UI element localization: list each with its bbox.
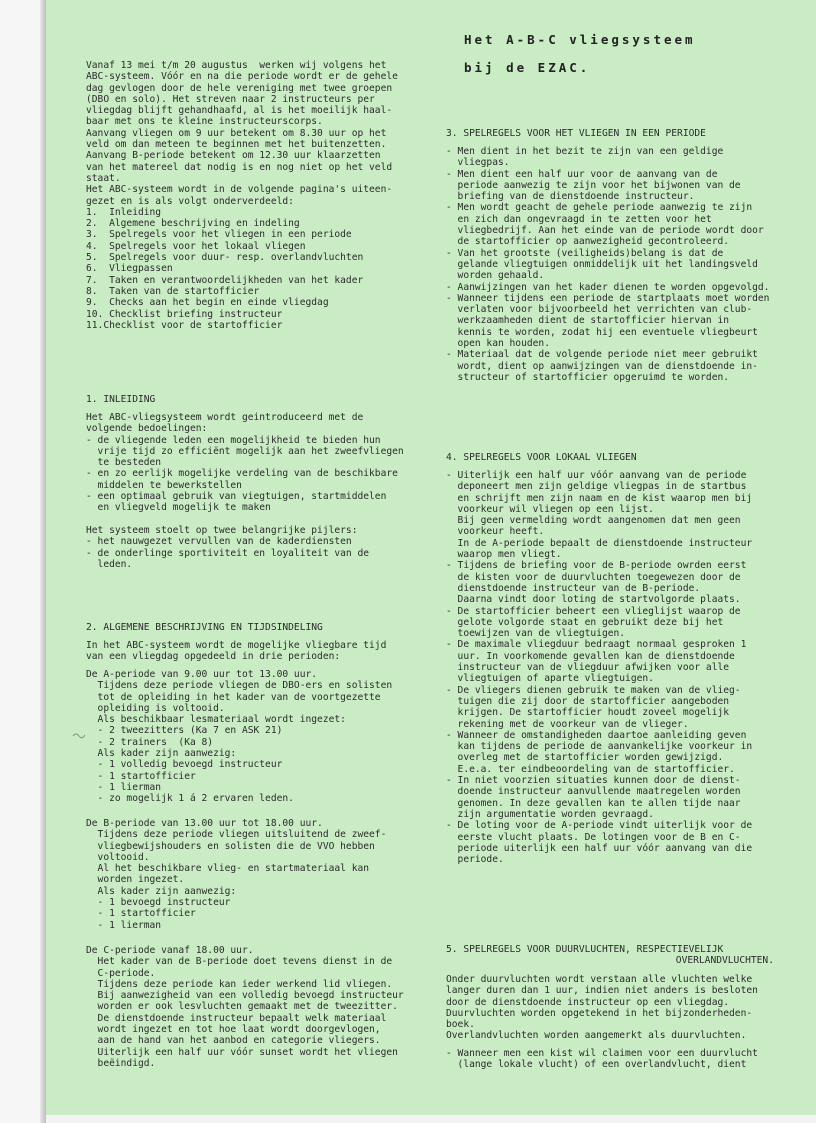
text-line: - Tijdens de briefing voor de B-periode owrden eerst (446, 560, 747, 572)
section-heading-continued: OVERLANDVLUCHTEN. (675, 955, 774, 967)
text-line: tot de opleiding in het kader van de voortgezette (86, 691, 381, 703)
text-line: - De vliegers dienen gebruik te maken van de vlieg- (446, 684, 741, 696)
text-line: - een optimaal gebruik van viegtuigen, startmiddelen (86, 491, 387, 503)
text-line: - 1 lierman (86, 919, 162, 931)
text-line: en schrijft men zijn naam en de kist waarop men bij (446, 492, 753, 504)
text-line: 9. Checks aan het begin en einde vliegdag (86, 297, 329, 309)
text-line: - de vliegende leden een mogelijkheid te bieden hun (86, 434, 381, 446)
section-5-list (446, 1048, 776, 1071)
text-line: - 1 startofficier (86, 908, 196, 920)
text-line: dienstdoende instructeur van de B-periode. (446, 582, 701, 594)
text-line: verlaten voor bijvoorbeeld het verrichten van club- (446, 304, 753, 316)
section-1-heading (86, 394, 424, 405)
document-title-line-2: bij de EZAC. (464, 60, 591, 75)
period-c-block (86, 945, 424, 1069)
text-line: wordt, dient op aanwijzingen van de dienstdoende in- (446, 360, 758, 372)
document-title-line-1: Het A-B-C vliegsysteem (464, 32, 696, 47)
text-line: - De maximale vliegduur bedraagt normaal gesproken 1 (446, 639, 747, 651)
text-line: Daarna vindt door loting de startvolgorde plaats. (446, 594, 741, 606)
text-line: 6. Vliegpassen (86, 263, 173, 275)
text-line: - In niet voorzien situaties kunnen door de dienst- (446, 775, 741, 787)
section-2-intro (86, 640, 424, 663)
text-line: In het ABC-systeem wordt de mogelijke vliegbare tijd (86, 640, 387, 651)
section-1-body (86, 412, 424, 570)
text-line: deponeert men zijn geldige vliegpas in de startbus (446, 481, 747, 493)
text-line: C-periode. (86, 967, 156, 979)
text-line: wordt ingezet en tot hoe laat wordt doorgevlogen, (86, 1024, 381, 1036)
period-a-block (86, 669, 424, 805)
text-line: - Uiterlijk een half uur vóór aanvang van de periode (446, 470, 747, 481)
text-line: staat. (86, 172, 121, 184)
text-line: vliegdag blijft gehandhaafd, al is het moeilijk haal- (86, 105, 393, 117)
section-3-body (446, 146, 776, 383)
text-line: - 1 bevoegd instructeur (86, 897, 231, 909)
text-line: worden ingezet. (86, 874, 185, 886)
text-line: door de dienstdoende instructeur op een vliegdag. (446, 996, 730, 1008)
text-line: In de A-periode bepaalt de dienstdoende instructeur (446, 537, 753, 549)
text-line: - 1 volledig bevoegd instructeur (86, 759, 283, 771)
text-line: De C-periode vanaf 18.00 uur. (86, 945, 254, 956)
text-line: Het ABC-systeem wordt in de volgende pagina's uiteen- (86, 184, 393, 196)
text-line: vrije tijd zo efficiënt mogelijk aan het zweefvliegen (86, 445, 404, 457)
text-line: opleiding is voltooid. (86, 702, 225, 714)
page-bottom-margin (46, 1115, 816, 1123)
text-line: - 2 trainers (Ka 8) (86, 736, 214, 748)
text-line: Tijdens deze periode vliegen uitsluitend de zweef- (86, 829, 387, 841)
text-line: 2. Algemene beschrijving en indeling (86, 218, 300, 230)
text-line: (lange lokale vlucht) of een overlandvlucht, dient (446, 1059, 747, 1071)
text-line: overleg met de startofficier worden gewijzigd. (446, 752, 724, 764)
text-line: - De loting voor de A-periode vindt uiterlijk voor de (446, 820, 753, 832)
text-line: Aanvang B-periode betekent om 12.30 uur klaarzetten (86, 150, 381, 162)
text-line: werkzaamheden dient de startofficier hiervan in (446, 315, 730, 327)
text-line: voorkeur heeft. (446, 526, 545, 538)
text-line: E.e.a. ter eindbeoordeling van de startofficier. (446, 763, 735, 775)
text-line: (DBO en solo). Het streven naar 2 instructeurs per (86, 93, 375, 105)
text-line: - de onderlinge sportiviteit en loyaliteit van de (86, 547, 370, 559)
text-line: Aanvang vliegen om 9 uur betekent om 8.30 uur op het (86, 127, 387, 139)
pen-mark-icon (72, 730, 86, 740)
text-line: - 2 tweezitters (Ka 7 en ASK 21) (86, 725, 283, 737)
text-line: boek. (446, 1019, 475, 1031)
text-line: - Aanwijzingen van het kader dienen te worden opgevolgd. (446, 281, 770, 293)
text-line: eerste vlucht plaats. De lotingen voor de B en C- (446, 831, 741, 843)
text-line: 3. Spelregels voor het vliegen in een periode (86, 229, 352, 241)
text-line: leden. (86, 558, 133, 570)
section-heading: 3. SPELREGELS VOOR HET VLIEGEN IN EEN PERIODE (446, 128, 706, 139)
text-line: - Wanneer tijdens een periode de startplaats moet worden (446, 292, 770, 304)
text-line: - Men dient in het bezit te zijn van een geldige (446, 146, 724, 157)
text-line: - zo mogelijk 1 á 2 ervaren leden. (86, 793, 294, 805)
text-line: doende instructeur aanvullende maatregelen worden (446, 786, 741, 798)
text-line: ABC-systeem. Vóór en na die periode wordt er de gehele (86, 71, 398, 83)
text-line: uur. In voorkomende gevallen kan de dienstdoende (446, 650, 735, 662)
intro-paragraph (86, 60, 424, 331)
text-line: voltooid. (86, 851, 150, 863)
text-line: Vanaf 13 mei t/m 20 augustus werken wij volgens het (86, 60, 387, 71)
text-line: rekening met de voorkeur van de vlieger. (446, 718, 689, 730)
text-line: te besteden (86, 457, 162, 469)
text-line: - Materiaal dat de volgende periode niet meer gebruikt (446, 349, 758, 361)
text-line: periode uiterlijk een half uur vóór aanvang van die (446, 842, 753, 854)
text-line: De B-periode van 13.00 uur tot 18.00 uur. (86, 818, 323, 829)
text-line: periode aanwezig te zijn voor het bijwonen van de (446, 179, 741, 191)
text-line (86, 514, 424, 525)
text-line: de startofficier op aanwezigheid gecontroleerd. (446, 236, 730, 248)
text-line: 4. Spelregels voor het lokaal vliegen (86, 240, 306, 252)
section-3-heading (446, 128, 776, 139)
text-line: krijgen. De startofficier houdt zoveel mogelijk (446, 707, 730, 719)
text-line: Het kader van de B-periode doet tevens dienst in de (86, 956, 393, 968)
text-line: veld om dan meteen te beginnen met het buitenzetten. (86, 139, 387, 151)
text-line: 11.Checklist voor de startofficier (86, 319, 283, 331)
text-line: langer duren dan 1 uur, indien niet anders is besloten (446, 985, 758, 997)
text-line: - Wanneer de omstandigheden daartoe aanleiding geven (446, 729, 747, 741)
text-line: tuigen die zij door de startofficier aangeboden (446, 695, 730, 707)
text-line: Uiterlijk een half uur vóór sunset wordt het vliegen (86, 1046, 398, 1058)
text-line: 8. Taken van de startofficier (86, 285, 260, 297)
section-5-heading (446, 944, 776, 967)
section-4-body (446, 470, 776, 865)
text-line: Als beschikbaar lesmateriaal wordt ingezet: (86, 714, 346, 726)
text-line: volgende bedoelingen: (86, 423, 208, 435)
text-line: gelande vliegtuigen onmiddelijk uit het landingsveld (446, 258, 758, 270)
text-line: structeur of startofficier opgeruimd te worden. (446, 371, 730, 383)
text-line: 10. Checklist briefing instructeur (86, 308, 283, 320)
text-line: toewijzen van de vliegtuigen. (446, 628, 626, 640)
text-line: - Men dient een half uur voor de aanvang van de (446, 168, 718, 180)
text-line: - Van het grootste (veiligheids)belang is dat de (446, 247, 724, 259)
text-line: worden gehaald. (446, 270, 545, 282)
text-line: worden er ook lesvluchten gemaakt met de tweezitter. (86, 1001, 398, 1013)
text-line: vliegtuigen of aparte vliegtuigen. (446, 673, 654, 685)
section-4-heading (446, 452, 776, 463)
text-line: Als kader zijn aanwezig: (86, 748, 237, 760)
text-line: Al het beschikbare vlieg- en startmateriaal kan (86, 863, 370, 875)
text-line: genomen. In deze gevallen kan te allen tijde naar (446, 797, 741, 809)
document-page (46, 0, 816, 1115)
text-line: - en zo eerlijk mogelijke verdeling van de beschikbare (86, 468, 398, 480)
text-line: gelote volgorde staat en gebruikt deze bij het (446, 616, 724, 628)
text-line: kennis te worden, zodat hij een eventuele vliegbeurt (446, 326, 758, 338)
section-heading: 4. SPELREGELS VOOR LOKAAL VLIEGEN (446, 452, 637, 463)
text-line: - het nauwgezet vervullen van de kaderdiensten (86, 536, 352, 548)
text-line: Duurvluchten worden opgetekend in het bijzonderheden- (446, 1007, 753, 1019)
text-line: middelen te bewerkstellen (86, 479, 242, 491)
text-line: waarop men vliegt. (446, 549, 562, 561)
section-2-heading (86, 622, 424, 633)
text-line: - 1 startofficier (86, 770, 196, 782)
section-heading: 2. ALGEMENE BESCHRIJVING EN TIJDSINDELING (86, 622, 323, 633)
text-line: De dienstdoende instructeur bepaalt welk materiaal (86, 1012, 387, 1024)
text-line: en vliegveld mogelijk te maken (86, 502, 271, 514)
text-line: 7. Taken en verantwoordelijkheden van het kader (86, 274, 364, 286)
text-line: van een vliegdag opgedeeld in drie perioden: (86, 651, 341, 663)
text-line: Bij geen vermelding wordt aangenomen dat men geen (446, 515, 741, 527)
period-b-block (86, 818, 424, 931)
text-line: Tijdens deze periode kan ieder werkend lid vliegen. (86, 978, 393, 990)
text-line: aan de hand van het aanbod en categorie vliegers. (86, 1035, 381, 1047)
text-line: vliegbewijshouders en solisten die de VVO hebben (86, 840, 375, 852)
text-line: van het matereel dat nodig is en nog niet op het veld (86, 161, 393, 173)
text-line: periode. (446, 854, 504, 866)
text-line: Onder duurvluchten wordt verstaan alle vluchten welke (446, 974, 753, 985)
text-line: Tijdens deze periode vliegen de DBO-ers en solisten (86, 680, 393, 692)
text-line: - De startofficier beheert een vlieglijst waarop de (446, 605, 741, 617)
text-line: Als kader zijn aanwezig: (86, 885, 237, 897)
text-line: voorkeur wil vliegen op een lijst. (446, 503, 654, 515)
text-line: - 1 lierman (86, 781, 162, 793)
section-heading: 5. SPELREGELS VOOR DUURVLUCHTEN, RESPECTIEVELIJK (446, 944, 724, 955)
text-line: beëindigd. (86, 1057, 156, 1069)
text-line: en zich dan ongevraagd in te zetten voor het (446, 213, 712, 225)
text-line: 1. Inleiding (86, 206, 162, 218)
text-line: de kisten voor de duurvluchten toegewezen door de (446, 571, 741, 583)
text-line: zijn argumentatie worden gevraagd. (446, 808, 654, 820)
text-line: Overlandvluchten worden aangemerkt als duurvluchten. (446, 1030, 747, 1042)
text-line: 5. Spelregels voor duur- resp. overlandvluchten (86, 252, 364, 264)
text-line: - Men wordt geacht de gehele periode aanwezig te zijn (446, 202, 753, 214)
text-line: Het ABC-vliegsysteem wordt geintroduceerd met de (86, 412, 364, 423)
text-line: - Wanneer men een kist wil claimen voor een duurvlucht (446, 1048, 758, 1059)
text-line: vliegbedrijf. Aan het einde van de periode wordt door (446, 225, 764, 237)
text-line: Bij aanwezigheid van een volledig bevoegd instructeur (86, 990, 404, 1002)
text-line: Het systeem stoelt op twee belangrijke pijlers: (86, 524, 358, 536)
text-line: kan tijdens de periode de aanvankelijke voorkeur in (446, 741, 753, 753)
text-line: gezet en is als volgt onderverdeeld: (86, 195, 294, 207)
section-5-body (446, 974, 776, 1042)
text-line: open kan houden. (446, 338, 550, 350)
text-line: baar met ons te kleine instructeurscorps. (86, 116, 323, 128)
text-line: vliegpas. (446, 157, 510, 169)
text-line: dag gevlogen door de hele vereniging met twee groepen (86, 82, 393, 94)
section-heading: 1. INLEIDING (86, 394, 156, 405)
text-line: briefing van de dienstdoende instructeur. (446, 191, 695, 203)
text-line: instructeur van de vliegduur afwijken voor alle (446, 662, 730, 674)
text-line: De A-periode van 9.00 uur tot 13.00 uur. (86, 669, 318, 680)
